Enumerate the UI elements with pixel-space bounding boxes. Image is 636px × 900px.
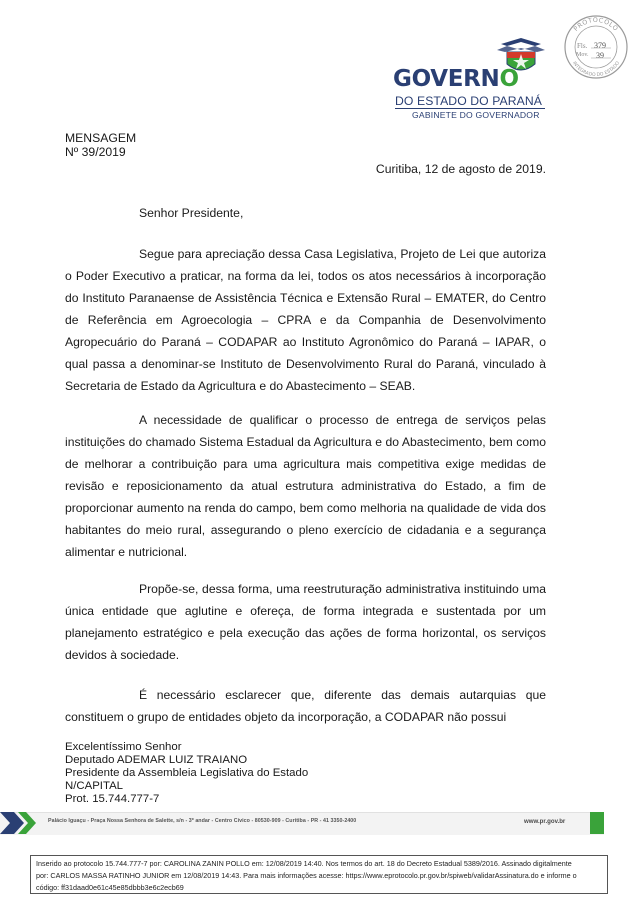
stamp-mov-value: 39 [596,51,604,60]
paragraph-4: É necessário esclarecer que, diferente das demais autarquias que constituem o grupo de entidades objeto da incorporação, a CODAPAR não possui [65,688,546,724]
government-logo [393,36,553,122]
logo-subtitle: DO ESTADO DO PARANÁ [395,94,543,108]
protocol-line: código: ff31daad0e61c45e85dbbb3e6c2ecb69 [36,882,184,892]
footer-address: Palácio Iguaçu - Praça Nossa Senhora de Salette, s/n - 3º andar - Centro Cívico - 80530-909 - Curitiba - PR - 41 3350-2400 [48,818,357,824]
protocol-line: Inserido ao protocolo 15.744.777-7 por: CAROLINA ZANIN POLLO em: 12/08/2019 14:40. Nos termos do art. 18 do Decreto Estadual 5389/2016. Assinado digitalmente [36,859,572,868]
footer-bar [0,812,612,834]
paragraph-3: Propõe-se, dessa forma, uma reestruturação administrativa instituindo uma única entidade que aglutine e ofereça, de forma integrada e sustentada por um planejamento estratégico e pela execução das ações de forma horizontal, os serviços devidos à sociedade. [65,582,546,662]
salutation: Senhor Presidente, [139,206,244,220]
footer-chevrons-icon [0,812,40,834]
addressee-line: N/CAPITAL [65,780,124,793]
addressee-line: Presidente da Assembleia Legislativa do Estado [65,767,309,780]
footer-website[interactable]: www.pr.gov.br [524,818,566,825]
protocol-stamp [563,14,629,80]
stamp-mov-label: Mov. [576,52,589,58]
stamp-fls-label: Fls. [577,42,588,50]
paragraph-2: A necessidade de qualificar o processo de entrega de serviços pelas instituições do chamado Sistema Estadual da Agricultura e do Abastecimento, bem como de melhorar a contribuição para uma agricultura mais competitiva exige medidas de revisão e reposicionamento da atual estrutura administrativa do Estado, a fim de proporcionar aumento na renda do campo, bem como melhoria na qualidade de vida dos habitantes do meio rural, assegurando o pleno exercício de cidadania e a segurança alimentar e nutricional. [65,413,546,559]
protocol-info-text [36,858,602,893]
stamp-fls-value: 379 [594,41,606,50]
date-line: Curitiba, 12 de agosto de 2019. [375,162,546,176]
stamp-arc-bottom: INTEGRADO DO ESTADO [570,60,622,79]
addressee-block [65,741,308,806]
addressee-line: Excelentíssimo Senhor [65,741,182,753]
logo-office: GABINETE DO GOVERNADOR [412,110,540,120]
footer-green-tab [590,812,604,834]
paragraph-1: Segue para apreciação dessa Casa Legislativa, Projeto de Lei que autoriza o Poder Executivo a praticar, na forma da lei, todos os atos necessários à incorporação do Instituto Paranaense de Assistência Técnica e Extensão Rural – EMATER, do Centro de Referência em Agroecologia – CPRA e da Companhia de Desenvolvimento Agropecuário do Paraná – CODAPAR ao Instituto Agronômico do Paraná – IAPAR, o qual passa a denominar-se Instituto de Desenvolvimento Rural do Paraná, vinculado à Secretaria de Estado da Agricultura e do Abastecimento – SEAB. [65,247,546,393]
addressee-line: Deputado ADEMAR LUIZ TRAIANO [65,754,248,767]
message-number: Nº 39/2019 [65,145,126,159]
logo-rule [395,108,545,109]
message-title: MENSAGEM [65,131,137,145]
protocol-info-box [30,855,608,894]
logo-wordmark: GOVERNO [393,66,519,92]
protocol-line: por: CARLOS MASSA RATINHO JUNIOR em 12/08/2019 14:43. Para mais informações acesse: https://www.eprotocolo.pr.gov.br/spiweb/validarAssinatura.do e informe o [36,870,577,880]
addressee-line: Prot. 15.744.777-7 [65,793,160,806]
stamp-arc-top: PROTOCOLO [572,16,620,33]
